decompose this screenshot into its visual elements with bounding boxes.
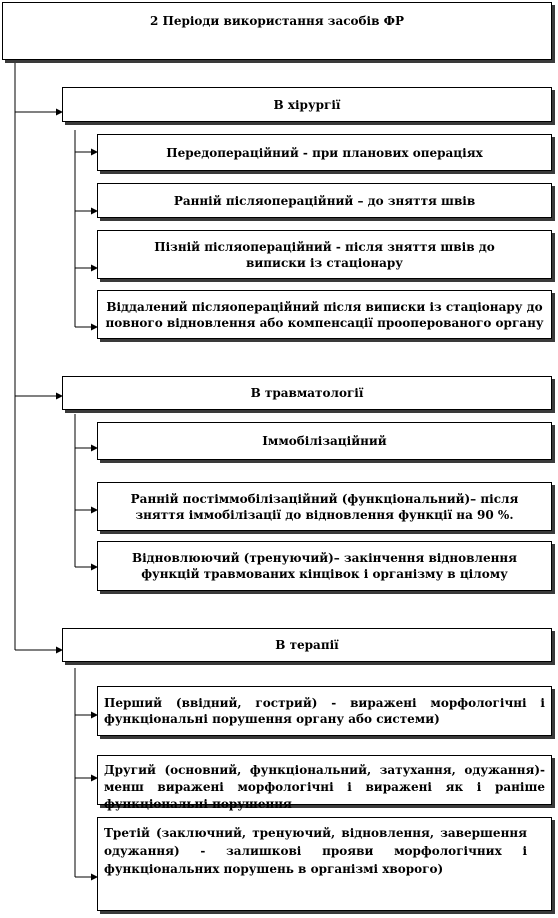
period-label: Іммобілізаційний — [262, 434, 387, 448]
period-box — [97, 290, 552, 339]
diagram-title: 2 Періоди використання засобів ФР — [149, 14, 405, 28]
period-label: Передопераційний - при планових операціях — [166, 145, 483, 160]
period-label: Перший (ввідний, гострий) - виражені морфологічні і функціональні порушення органу або системи) — [104, 696, 545, 726]
section-heading-surgery — [62, 87, 552, 122]
period-box — [97, 230, 552, 279]
period-label: Відновлюючий (тренуючий)– закінчення відновлення функцій травмованих кінцівок і організму в цілому — [131, 551, 518, 581]
period-box — [97, 482, 552, 531]
section-heading-therapy — [62, 628, 552, 662]
period-box — [97, 422, 552, 460]
period-box — [97, 686, 552, 736]
period-label: Пізній післяопераційний - після зняття швів до виписки із стаціонару — [154, 239, 495, 270]
period-label: Другий (основний, функціональний, затухання, одужання)- менш виражені морфологічні і виражені як і раніше функціональні порушення — [104, 763, 545, 811]
period-box — [97, 183, 552, 218]
section-heading-label: В терапії — [275, 638, 339, 652]
period-box — [97, 817, 552, 911]
period-label: Ранній післяопераційний – до зняття швів — [173, 193, 476, 208]
period-box — [97, 541, 552, 591]
period-label: Третій (заключний, тренуючий, відновлення, завершення одужання) - залишкові прояви морфологічних і функціональних порушень в організмі хворого) — [104, 826, 527, 876]
period-label: Віддалений післяопераційний після виписки із стаціонару до повного відновлення або компенсації прооперованого органу — [105, 299, 544, 330]
diagram-title-box — [2, 2, 552, 60]
section-heading-traumatology — [62, 376, 552, 410]
section-heading-label: В травматології — [250, 386, 364, 400]
period-label: Ранній постіммобілізаційний (функціональний)– після зняття іммобілізації до відновлення функції на 90 %. — [130, 491, 519, 522]
period-box — [97, 755, 552, 811]
section-heading-label: В хірургії — [273, 97, 341, 112]
period-box — [97, 134, 552, 171]
